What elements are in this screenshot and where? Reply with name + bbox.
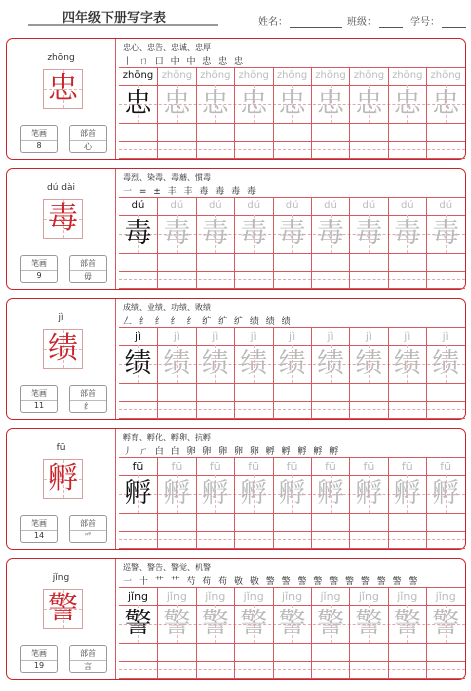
cell-character: 毒 [355, 218, 383, 249]
cell-pinyin: zhōng [315, 70, 346, 81]
radical-label: 部首 [70, 128, 106, 141]
practice-cell[interactable] [388, 587, 426, 678]
cell-character: 警 [432, 608, 460, 639]
cell-character: 孵 [278, 478, 306, 509]
cell-character: 忠 [355, 88, 383, 119]
radical-box [69, 515, 107, 543]
cell-pinyin: zhōng [122, 70, 154, 81]
cell-character: 毒 [124, 218, 152, 249]
number-label: 学号： [410, 17, 440, 28]
cell-pinyin: dú [170, 200, 184, 211]
cell-pinyin: jì [289, 330, 296, 343]
practice-cell[interactable] [273, 67, 311, 158]
cell-character: 绩 [432, 348, 460, 379]
cell-character: 毒 [201, 218, 229, 249]
grid-line [119, 418, 465, 419]
stroke-count-value: 11 [33, 401, 45, 410]
cell-character: 忠 [393, 88, 421, 119]
practice-cell[interactable] [234, 327, 272, 418]
cell-character: 孵 [240, 478, 268, 509]
practice-cell[interactable] [119, 587, 157, 678]
cell-character: 警 [240, 608, 268, 639]
grid-line [119, 288, 465, 289]
cell-character: 绩 [355, 348, 383, 379]
cell-character: 警 [355, 608, 383, 639]
radical-value: 纟 [84, 402, 92, 411]
cell-pinyin: jì [250, 330, 257, 343]
practice-grid [119, 67, 465, 158]
cell-pinyin: jì [442, 330, 449, 343]
practice-cell[interactable] [119, 67, 157, 158]
stroke-count-box [20, 385, 58, 413]
grid-line [119, 678, 465, 679]
character-pinyin: dú dài [46, 183, 75, 193]
grid-line [119, 158, 465, 159]
stroke-order: 一 = ± 丰 丰 毒 毒 毒 毒 [123, 187, 258, 197]
practice-cell[interactable] [273, 457, 311, 548]
cell-character: 毒 [317, 218, 344, 249]
practice-cell[interactable] [426, 457, 464, 548]
practice-grid [119, 457, 465, 548]
character-card [6, 298, 466, 420]
cell-pinyin: fū [363, 460, 375, 473]
cell-pinyin: jǐng [243, 590, 264, 603]
cell-pinyin: jǐng [320, 590, 341, 603]
example-words: 毒烈、染毒、毒蘑、惯毒 [123, 173, 211, 182]
cell-pinyin: fū [325, 460, 336, 473]
stroke-order: 丨 ㄇ 口 中 中 忠 忠 忠 [123, 57, 246, 67]
practice-grid [119, 587, 465, 678]
practice-cell[interactable] [349, 67, 387, 158]
practice-cell[interactable] [196, 327, 234, 418]
practice-cell[interactable] [273, 587, 311, 678]
cell-character: 警 [124, 608, 152, 639]
stroke-count-label: 笔画 [21, 388, 57, 401]
cell-character: 孵 [201, 478, 229, 509]
stroke-count-value: 19 [33, 661, 45, 670]
character-card [6, 168, 466, 290]
cell-character: 绩 [163, 348, 191, 379]
cell-character: 孵 [163, 478, 191, 509]
practice-cell[interactable] [196, 67, 234, 158]
cell-character: 毒 [278, 218, 306, 249]
big-character-box [43, 69, 83, 109]
cell-pinyin: jǐng [435, 590, 456, 603]
stroke-count-label: 笔画 [21, 518, 57, 531]
practice-cell[interactable] [273, 327, 311, 418]
cell-pinyin: jì [404, 330, 411, 343]
example-words: 巡警、警告、警觉、机警 [123, 563, 211, 572]
worksheet-header [0, 0, 471, 34]
cell-pinyin: dú [362, 200, 376, 211]
radical-box [69, 385, 107, 413]
practice-cell[interactable] [234, 587, 272, 678]
cell-character: 警 [163, 608, 191, 639]
cell-character: 忠 [240, 88, 268, 119]
big-character: 绩 [48, 331, 78, 366]
cell-pinyin: jì [212, 330, 219, 343]
radical-value: 毋 [84, 272, 92, 281]
radical-label: 部首 [70, 648, 106, 661]
practice-cell[interactable] [311, 67, 349, 158]
stroke-count-value: 9 [36, 271, 42, 280]
cell-character: 孵 [355, 478, 383, 509]
stroke-count-label: 笔画 [21, 128, 57, 141]
radical-box [69, 125, 107, 153]
character-info-panel [7, 429, 116, 549]
character-info-panel [7, 559, 116, 679]
radical-value: 心 [84, 142, 92, 151]
cell-pinyin: zhōng [161, 70, 193, 81]
cell-character: 毒 [240, 218, 268, 249]
cell-character: 忠 [163, 88, 191, 119]
practice-cell[interactable] [119, 327, 157, 418]
practice-cell[interactable] [426, 587, 464, 678]
cell-character: 孵 [432, 478, 460, 509]
practice-cell[interactable] [388, 197, 426, 288]
cell-pinyin: zhōng [238, 70, 269, 81]
practice-cell[interactable] [426, 67, 464, 158]
cell-character: 警 [278, 608, 306, 639]
cell-pinyin: fū [248, 460, 260, 473]
character-pinyin: jì [58, 313, 64, 323]
practice-cell[interactable] [311, 197, 349, 288]
stroke-order: 丿 ㄏ 白 白 卵 卵 卵 卵 卵 孵 孵 孵 孵 孵 [123, 447, 341, 457]
practice-cell[interactable] [426, 327, 464, 418]
stroke-count-box [20, 515, 58, 543]
cell-pinyin: dú [285, 200, 299, 211]
example-words: 孵育、孵化、孵卵、抗孵 [123, 433, 211, 442]
number-field [410, 13, 466, 28]
cell-pinyin: jǐng [282, 590, 303, 603]
cell-pinyin: dú [208, 200, 222, 211]
character-card [6, 428, 466, 550]
character-card [6, 38, 466, 160]
stroke-count-label: 笔画 [21, 648, 57, 661]
cell-character: 绩 [317, 348, 344, 379]
practice-cell[interactable] [157, 67, 195, 158]
cell-pinyin: fū [132, 460, 144, 473]
name-field [258, 13, 342, 28]
practice-grid [119, 327, 465, 418]
big-character-box [43, 199, 83, 239]
cell-pinyin: dú [247, 200, 261, 211]
practice-cell[interactable] [426, 197, 464, 288]
name-label: 姓名： [258, 17, 288, 28]
class-label: 班级： [347, 17, 377, 28]
practice-cell[interactable] [388, 327, 426, 418]
cell-character: 绩 [278, 348, 306, 379]
stroke-order: 𠃋 纟 纟 纟 纟 纩 纩 纩 绩 绩 绩 [123, 317, 293, 327]
character-card [6, 558, 466, 680]
cell-pinyin: dú [324, 200, 337, 211]
stroke-count-value: 8 [36, 141, 42, 150]
stroke-order: 一 十 艹 艹 芍 苟 苟 敬 敬 警 警 警 警 警 警 警 警 警 警 [123, 577, 420, 587]
big-character-box [43, 329, 83, 369]
radical-box [69, 645, 107, 673]
cell-character: 警 [393, 608, 421, 639]
cell-pinyin: jǐng [205, 590, 226, 603]
name-blank[interactable] [290, 18, 342, 28]
practice-cell[interactable] [349, 327, 387, 418]
big-character-box [43, 459, 83, 499]
cell-character: 孵 [124, 478, 152, 509]
practice-cell[interactable] [196, 587, 234, 678]
cell-pinyin: fū [440, 460, 452, 473]
cell-pinyin: fū [209, 460, 221, 473]
cell-pinyin: zhōng [276, 70, 308, 81]
example-words: 成绩、业绩、功绩、败绩 [123, 303, 211, 312]
practice-cell[interactable] [157, 587, 195, 678]
practice-cell[interactable] [388, 67, 426, 158]
cell-pinyin: jǐng [397, 590, 418, 603]
cell-character: 忠 [317, 88, 344, 119]
grid-line [119, 548, 465, 549]
cell-character: 毒 [432, 218, 460, 249]
stroke-count-box [20, 645, 58, 673]
practice-grid [119, 197, 465, 288]
practice-cell[interactable] [311, 327, 349, 418]
worksheet-title: 四年级下册写字表 [62, 11, 167, 26]
title-underline [28, 24, 218, 26]
cell-character: 绩 [124, 348, 152, 379]
cell-pinyin: fū [286, 460, 298, 473]
cell-pinyin: fū [401, 460, 413, 473]
number-blank[interactable] [442, 18, 466, 28]
cell-pinyin: fū [171, 460, 183, 473]
cell-character: 孵 [317, 478, 344, 509]
cell-character: 绩 [393, 348, 421, 379]
practice-cell[interactable] [311, 457, 349, 548]
practice-cell[interactable] [157, 457, 195, 548]
practice-cell[interactable] [273, 197, 311, 288]
cell-pinyin: zhōng [430, 70, 461, 81]
character-info-panel [7, 169, 116, 289]
character-pinyin: jǐng [52, 573, 70, 583]
cell-pinyin: jǐng [127, 590, 149, 603]
radical-value: 言 [84, 662, 92, 671]
practice-cell[interactable] [349, 457, 387, 548]
stroke-count-box [20, 125, 58, 153]
practice-cell[interactable] [311, 587, 349, 678]
big-character: 孵 [48, 461, 78, 496]
practice-cell[interactable] [234, 197, 272, 288]
practice-cell[interactable] [119, 457, 157, 548]
big-character: 忠 [48, 71, 78, 106]
radical-value: 爫 [84, 532, 92, 541]
stroke-count-value: 14 [33, 531, 45, 540]
radical-label: 部首 [70, 388, 106, 401]
radical-label: 部首 [70, 518, 106, 531]
practice-cell[interactable] [196, 457, 234, 548]
cell-character: 忠 [124, 88, 152, 119]
cell-pinyin: zhōng [392, 70, 423, 81]
practice-cell[interactable] [157, 327, 195, 418]
stroke-count-label: 笔画 [21, 258, 57, 271]
character-info-panel [7, 299, 116, 419]
cell-pinyin: zhōng [353, 70, 385, 81]
practice-cell[interactable] [119, 197, 157, 288]
cell-character: 忠 [432, 88, 460, 119]
character-pinyin: zhōng [47, 53, 75, 63]
cell-pinyin: dú [400, 200, 414, 211]
big-character: 毒 [48, 201, 78, 236]
practice-cell[interactable] [349, 197, 387, 288]
cell-character: 忠 [278, 88, 306, 119]
class-blank[interactable] [379, 18, 403, 28]
practice-cell[interactable] [388, 457, 426, 548]
cell-character: 警 [317, 608, 344, 639]
cell-pinyin: jì [134, 330, 142, 343]
cell-character: 毒 [393, 218, 421, 249]
practice-cell[interactable] [157, 197, 195, 288]
character-pinyin: fū [56, 443, 66, 453]
cell-pinyin: jǐng [166, 590, 187, 603]
cell-pinyin: dú [439, 200, 453, 211]
cell-character: 警 [201, 608, 229, 639]
cell-pinyin: jì [365, 330, 372, 343]
cell-character: 忠 [201, 88, 229, 119]
practice-cell[interactable] [234, 457, 272, 548]
big-character-box [43, 589, 83, 629]
stroke-count-box [20, 255, 58, 283]
radical-box [69, 255, 107, 283]
practice-cell[interactable] [349, 587, 387, 678]
radical-label: 部首 [70, 258, 106, 271]
class-field [347, 13, 403, 28]
cell-character: 孵 [393, 478, 421, 509]
cell-character: 绩 [240, 348, 268, 379]
character-info-panel [7, 39, 116, 159]
cell-pinyin: dú [131, 200, 145, 211]
cell-pinyin: jì [327, 330, 334, 343]
cell-pinyin: jì [173, 330, 180, 343]
cell-character: 毒 [163, 218, 191, 249]
cell-pinyin: zhōng [200, 70, 231, 81]
practice-cell[interactable] [196, 197, 234, 288]
cell-pinyin: jǐng [358, 590, 379, 603]
cell-character: 绩 [201, 348, 229, 379]
practice-cell[interactable] [234, 67, 272, 158]
example-words: 忠心、忠告、忠诚、忠厚 [123, 43, 211, 52]
big-character: 警 [48, 591, 78, 626]
